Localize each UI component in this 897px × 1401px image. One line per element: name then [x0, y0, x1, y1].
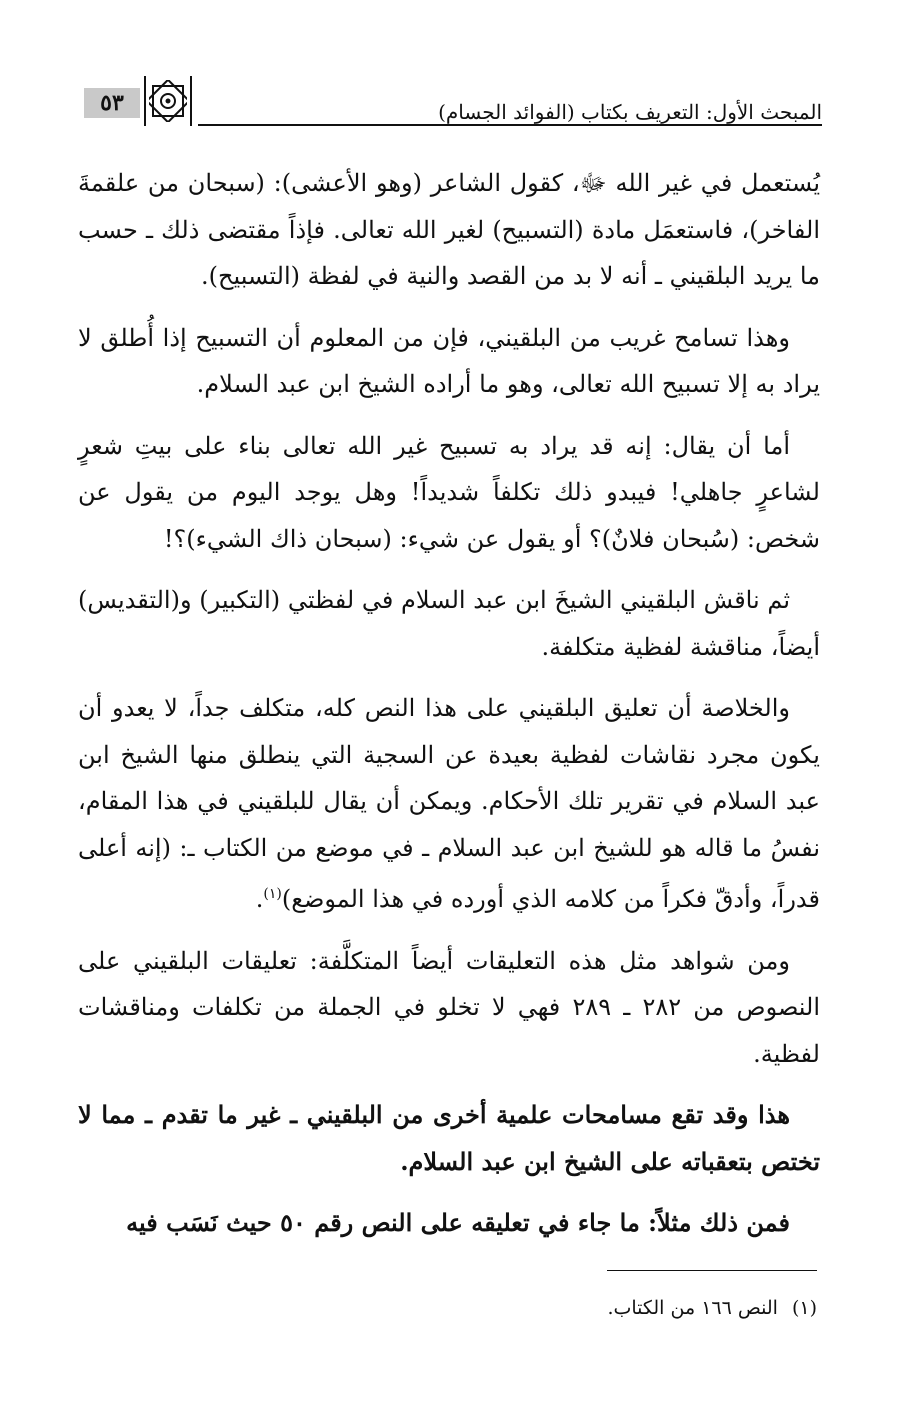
page-number: ٥٣	[84, 88, 140, 118]
paragraph-3: أما أن يقال: إنه قد يراد به تسبيح غير الله تعالى بناء على بيتِ شعرٍ لشاعرٍ جاهلي! فيبدو ذلك تكلفاً شديداً! وهل يوجد اليوم من يقول عن شخص: (سُبحان فلانٌ)؟ أو يقول عن شيء: (سبحان ذاك الشيء)؟!	[78, 431, 820, 553]
paragraph-5-text: والخلاصة أن تعليق البلقيني على هذا النص كله، متكلف جداً، لا يعدو أن يكون مجرد نقاشات لفظية بعيدة عن السجية التي ينطلق منها الشيخ ابن عبد السلام في تقرير تلك الأحكام. ويمكن أن يقال للبلقيني في هذا المقام، نفسُ ما قاله هو للشيخ ابن عبد السلام ـ في موضع من الكتاب ـ: (إنه أعلى قدراً، وأدقّ فكراً من كلامه الذي أورده في هذا الموضع)	[78, 694, 821, 913]
header-rule	[198, 124, 822, 126]
footnote	[77, 1293, 817, 1323]
footnote-separator	[607, 1270, 817, 1271]
main-text	[78, 160, 820, 1262]
page-number-block	[70, 76, 190, 128]
paragraph-4: ثم ناقش البلقيني الشيخَ ابن عبد السلام في لفظتي (التكبير) و(التقديس) أيضاً، مناقشة لفظية متكلفة.	[78, 586, 820, 661]
footnote-text: النص ١٦٦ من الكتاب.	[607, 1297, 778, 1319]
page-header	[70, 66, 822, 128]
footnote-reference[interactable]: (١)	[263, 886, 282, 902]
paragraph-5-end: .	[255, 885, 264, 913]
paragraph-1: يُستعمل في غير الله ﷻ، كقول الشاعر (وهو الأعشى): (سبحان من علقمةَ الفاخر)، فاستعمَل مادة (التسبيح) لغير الله تعالى. فإذاً مقتضى ذلك ـ حسب ما يريد البلقيني ـ أنه لا بد من القصد والنية في لفظة (التسبيح).	[78, 169, 820, 290]
paragraph-6: ومن شواهد مثل هذه التعليقات أيضاً المتكلَّفة: تعليقات البلقيني على النصوص من ٢٨٢ ـ ٢٨٩ فهي لا تخلو في الجملة من تكلفات ومناقشات لفظية.	[78, 946, 821, 1068]
paragraph-2: وهذا تسامح غريب من البلقيني، فإن من المعلوم أن التسبيح إذا أُطلق لا يراد به إلا تسبيح الله تعالى، وهو ما أراده الشيخ ابن عبد السلام.	[78, 323, 820, 398]
footnote-marker: (١)	[791, 1297, 817, 1319]
paragraph-7: هذا وقد تقع مسامحات علمية أخرى من البلقيني ـ غير ما تقدم ـ مما لا تختص بتعقباته على الشيخ ابن عبد السلام.	[78, 1100, 820, 1176]
chapter-title: المبحث الأول: التعريف بكتاب (الفوائد الجسام)	[438, 100, 822, 124]
paragraph-5	[78, 685, 820, 923]
geometric-star-ornament-icon	[144, 76, 192, 126]
paragraph-8: فمن ذلك مثلاً: ما جاء في تعليقه على النص رقم ٥٠ حيث نَسَب فيه	[126, 1208, 790, 1237]
